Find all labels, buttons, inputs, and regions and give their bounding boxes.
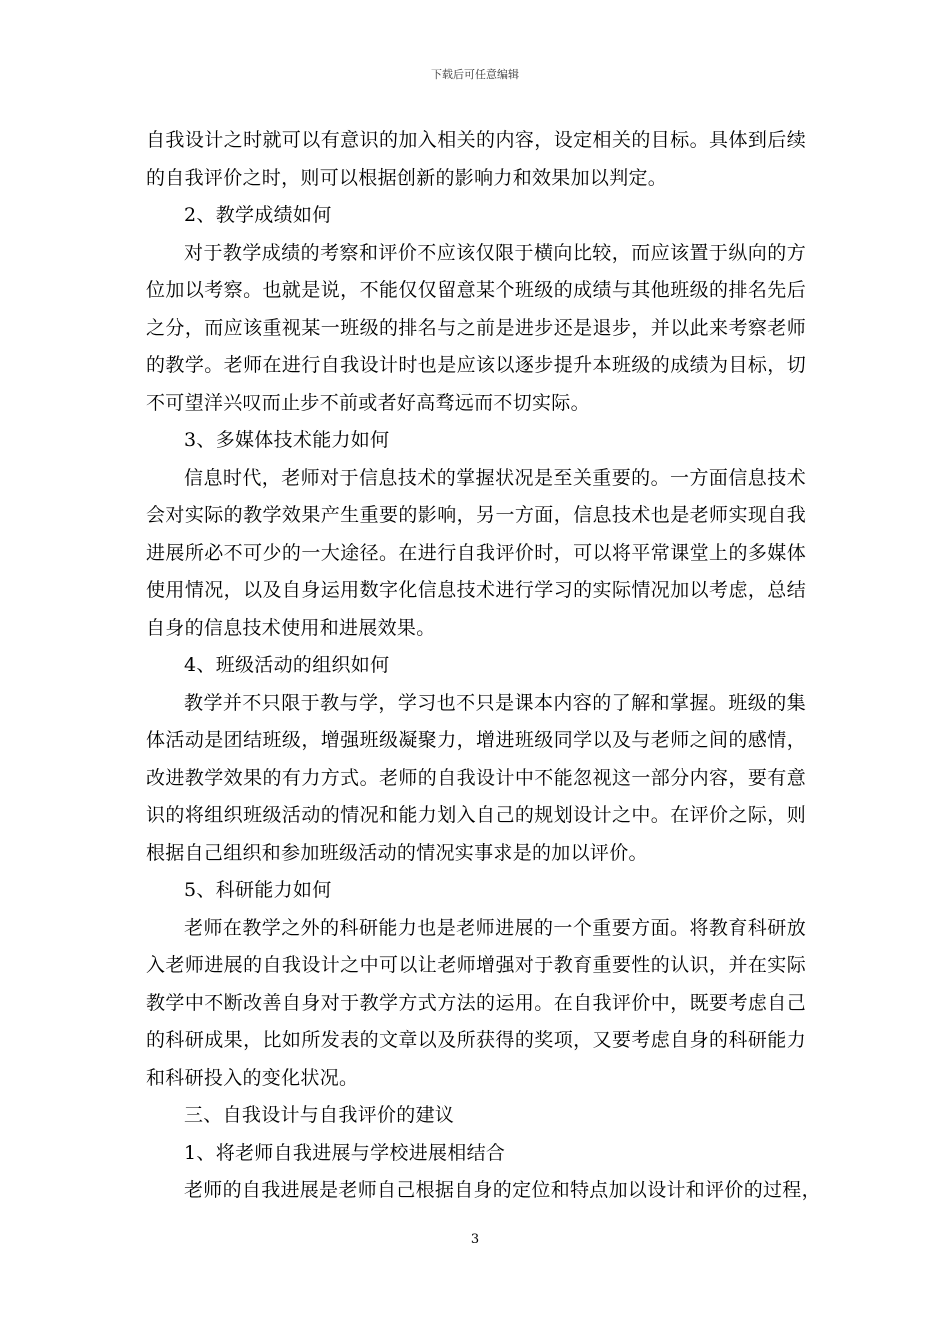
body-line: 入老师进展的自我设计之中可以让老师增强对于教育重要性的认识，并在实际 <box>146 954 806 976</box>
paragraph-first-line: 老师在教学之外的科研能力也是老师进展的一个重要方面。将教育科研放 <box>184 916 806 939</box>
body-line: 教学中不断改善自身对于教学方式方法的运用。在自我评价中，既要考虑自己 <box>146 991 806 1014</box>
subsection-heading: 1、将老师自我进展与学校进展相结合 <box>184 1141 506 1164</box>
section-heading: 3、多媒体技术能力如何 <box>184 429 390 451</box>
paragraph-first-line: 对于教学成绩的考察和评价不应该仅限于横向比较，而应该置于纵向的方 <box>184 241 806 264</box>
body-line: 根据自己组织和参加班级活动的情况实事求是的加以评价。 <box>146 841 648 864</box>
body-line: 不可望洋兴叹而止步不前或者好高骛远而不切实际。 <box>146 391 590 414</box>
paragraph-first-line: 信息时代，老师对于信息技术的掌握状况是至关重要的。一方面信息技术 <box>184 466 806 489</box>
paragraph-first-line: 老师的自我进展是老师自己根据自身的定位和特点加以设计和评价的过程， <box>184 1179 821 1201</box>
body-line: 位加以考察。也就是说，不能仅仅留意某个班级的成绩与其他班级的排名先后 <box>146 279 806 301</box>
section-heading: 5、科研能力如何 <box>184 879 332 901</box>
body-line: 自我设计之时就可以有意识的加入相关的内容，设定相关的目标。具体到后续 <box>146 129 806 151</box>
page-header: 下载后可任意编辑 <box>431 68 519 81</box>
body-line: 之分，而应该重视某一班级的排名与之前是进步还是退步，并以此来考察老师 <box>146 316 806 339</box>
body-line: 自身的信息技术使用和进展效果。 <box>146 616 436 639</box>
body-line: 的自我评价之时，则可以根据创新的影响力和效果加以判定。 <box>146 166 668 189</box>
section-heading: 2、教学成绩如何 <box>184 204 332 226</box>
body-line: 的教学。老师在进行自我设计时也是应该以逐步提升本班级的成绩为目标，切 <box>146 354 806 376</box>
body-line: 改进教学效果的有力方式。老师的自我设计中不能忽视这一部分内容，要有意 <box>146 766 806 789</box>
body-line: 识的将组织班级活动的情况和能力划入自己的规划设计之中。在评价之际，则 <box>146 804 806 826</box>
document-body <box>146 122 821 1210</box>
paragraph-first-line: 教学并不只限于教与学，学习也不只是课本内容的了解和掌握。班级的集 <box>184 691 806 714</box>
body-line: 和科研投入的变化状况。 <box>146 1066 359 1089</box>
section-heading: 三、自我设计与自我评价的建议 <box>184 1104 455 1126</box>
page-number: 3 <box>470 1232 480 1247</box>
body-line: 进展所必不可少的一大途径。在进行自我评价时，可以将平常课堂上的多媒体 <box>146 541 806 564</box>
body-line: 体活动是团结班级，增强班级凝聚力，增进班级同学以及与老师之间的感情， <box>146 729 806 751</box>
body-line: 使用情况，以及自身运用数字化信息技术进行学习的实际情况加以考虑，总结 <box>146 579 806 601</box>
section-heading: 4、班级活动的组织如何 <box>184 654 390 676</box>
body-line: 的科研成果，比如所发表的文章以及所获得的奖项，又要考虑自身的科研能力 <box>146 1029 806 1051</box>
body-line: 会对实际的教学效果产生重要的影响，另一方面，信息技术也是老师实现自我 <box>146 504 806 526</box>
